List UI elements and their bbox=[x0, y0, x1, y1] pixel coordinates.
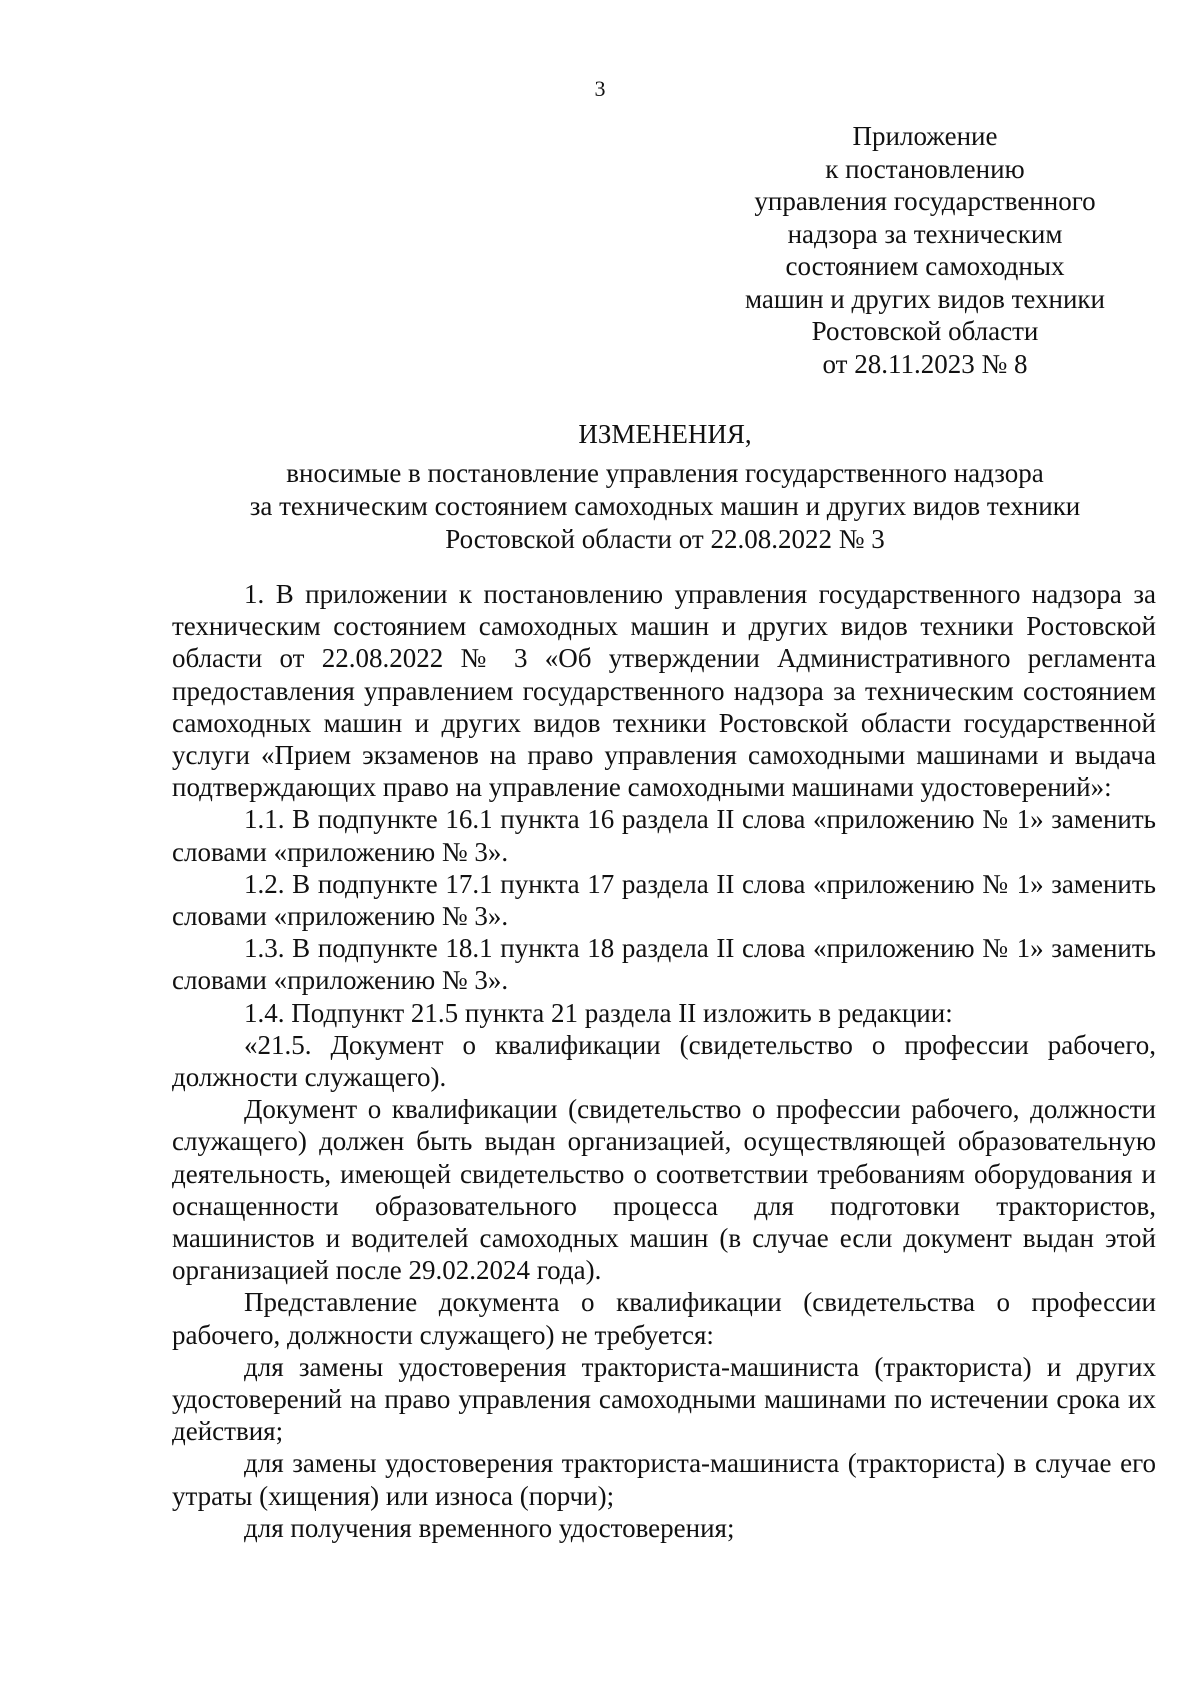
page-number: 3 bbox=[594, 76, 606, 101]
title-heading: ИЗМЕНЕНИЯ, bbox=[578, 419, 752, 449]
appendix-line: управления государственного bbox=[754, 186, 1096, 216]
appendix-line: от 28.11.2023 № 8 bbox=[822, 348, 1028, 379]
title-line: Ростовской области от 22.08.2022 № 3 bbox=[445, 524, 885, 554]
paragraph: «21.5. Документ о квалификации (свидетельство о профессии рабочего, должности служащего). bbox=[172, 1029, 1156, 1093]
appendix-line: надзора за техническим bbox=[787, 218, 1063, 249]
appendix-block bbox=[720, 120, 1130, 380]
paragraph: 1.2. В подпункте 17.1 пункта 17 раздела II слова «приложению № 1» заменить словами «приложению № 3». bbox=[172, 868, 1156, 932]
paragraph: 1.4. Подпункт 21.5 пункта 21 раздела II изложить в редакции: bbox=[244, 997, 953, 1028]
appendix-line: Приложение bbox=[852, 121, 998, 151]
title-line: вносимые в постановление управления государственного надзора bbox=[286, 458, 1044, 488]
paragraph: Документ о квалификации (свидетельство о профессии рабочего, должности служащего) должен быть выдан организацией, осуществляющей образовательную деятельность, имеющей свидетельство о соответствии требованиям оборудования и оснащенности образовательного процесса для подготовки трактористов, машинистов и водителей самоходных машин (в случае если документ выдан этой организацией после 29.02.2024 года). bbox=[172, 1094, 1156, 1286]
document-title bbox=[170, 418, 1160, 556]
appendix-line: машин и других видов техники bbox=[744, 283, 1105, 314]
appendix-line: состоянием самоходных bbox=[785, 251, 1065, 281]
document-body bbox=[172, 578, 1156, 1544]
paragraph: 1.3. В подпункте 18.1 пункта 18 раздела II слова «приложению № 1» заменить словами «приложению № 3». bbox=[172, 933, 1156, 996]
paragraph: 1. В приложении к постановлению управления государственного надзора за техническим состоянием самоходных машин и других видов техники Ростовской области от 22.08.2022 № 3 «Об утверждении Административного регламента предоставления управлением государственного надзора за техническим состоянием самоходных машин и других видов техники Ростовской области государственной услуги «Прием экзаменов на право управления самоходными машинами и выдача подтверждающих право на управление самоходными машинами удостоверений»: bbox=[172, 579, 1156, 803]
title-line: за техническим состоянием самоходных машин и других видов техники bbox=[249, 491, 1081, 521]
paragraph: Представление документа о квалификации (свидетельства о профессии рабочего, должности служащего) не требуется: bbox=[172, 1287, 1156, 1350]
appendix-line: Ростовской области bbox=[811, 316, 1039, 346]
paragraph: для получения временного удостоверения; bbox=[244, 1512, 735, 1543]
paragraph: для замены удостоверения тракториста-машиниста (тракториста) и других удостоверений на право управления самоходными машинами по истечении срока их действия; bbox=[172, 1351, 1156, 1447]
paragraph: для замены удостоверения тракториста-машиниста (тракториста) в случае его утраты (хищения) или износа (порчи); bbox=[172, 1448, 1156, 1511]
paragraph: 1.1. В подпункте 16.1 пункта 16 раздела II слова «приложению № 1» заменить словами «приложению № 3». bbox=[172, 804, 1156, 867]
appendix-line: к постановлению bbox=[825, 153, 1025, 184]
